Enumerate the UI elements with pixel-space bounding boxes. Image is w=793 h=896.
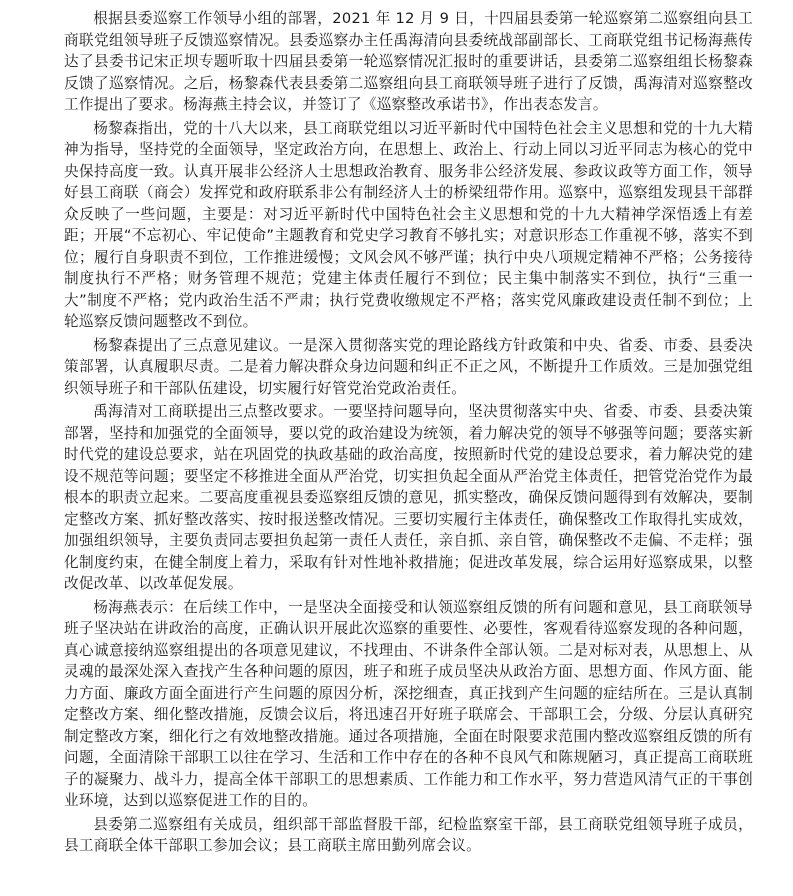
paragraph-rectification-requirements: 禹海清对工商联提出三点整改要求。一要坚持问题导向，坚决贯彻落实中央、省委、市委、县委决策部署，坚持和加强党的全面领导，要以党的政治建设为统领，着力解决党的领导不够强等问题；要落实新时代党的建设总要求，站在巩固党的执政基础的政治高度，按照新时代党的建设总要求，着力解决党的建设不规范等问题；要坚定不移推进全面从严治党，切实担负起全面从严治党主体责任，把管党治党作为最根本的职责立起来。二要高度重视县委巡察组反馈的意见，抓实整改，确保反馈问题得到有效解决，要制定整改方案、抓好整改落实、按时报送整改情况。三要切实履行主体责任，确保整改工作取得扎实成效，加强组织领导，主要负责同志要担负起第一责任人责任，亲自抓、亲自管，确保整改不走偏、不走样；强化制度约束，在健全制度上着力，采取有针对性地补救措施；促进改革发展，综合运用好巡察成果，以整改促改革、以改革促发展。 [64,403,753,592]
paragraph-meeting-overview: 根据县委巡察工作领导小组的部署，2021 年 12 月 9 日，十四届县委第一轮巡察第二巡察组向县工商联党组领导班子反馈巡察情况。县委巡察办主任禹海清向县委统战部副部长、工商联党组书记杨海燕传达了县委书记宋正坝专题听取十四届县委第一轮巡察情况汇报时的重要讲话，县委第二巡察组组长杨黎森反馈了巡察情况。之后，杨黎森代表县委第二巡察组向县工商联领导班子进行了反馈，禹海清对巡察整改工作提出了要求。杨海燕主持会议，并签订了《巡察整改承诺书》，作出表态发言。 [64,10,753,113]
paragraph-attendees: 县委第二巡察组有关成员，组织部干部监督股干部，纪检监察室干部，县工商联党组领导班子成员，县工商联全体干部职工参加会议；县工商联主席田勤列席会议。 [64,815,753,854]
paragraph-inspection-findings: 杨黎森指出，党的十八大以来，县工商联党组以习近平新时代中国特色社会主义思想和党的十九大精神为指导，坚持党的全面领导，坚定政治方向，在思想上、政治上、行动上同以习近平同志为核心的党中央保持高度一致。认真开展非公经济人士思想政治教育、服务非公经济发展、参政议政等方面工作，领导好县工商联（商会）发挥党和政府联系非公有制经济人士的桥梁纽带作用。巡察中，巡察组发现县干部群众反映了一些问题，主要是：对习近平新时代中国特色社会主义思想和党的十九大精神学深悟透上有差距；开展“不忘初心、牢记使命”主题教育和党史学习教育不够扎实；对意识形态工作重视不够，落实不到位；履行自身职责不到位，工作推进缓慢；文风会风不够严谨；执行中央八项规定精神不严格；公务接待制度执行不严格；财务管理不规范；党建主体责任履行不到位；民主集中制落实不到位，执行“三重一大”制度不严格；党内政治生活不严肃；执行党费收缴规定不严格；落实党风廉政建设责任制不到位；上轮巡察反馈问题整改不到位。 [64,119,753,330]
paragraph-response-statement: 杨海燕表示：在后续工作中，一是坚决全面接受和认领巡察组反馈的所有问题和意见，县工商联领导班子坚决站在讲政治的高度，正确认识开展此次巡察的重要性、必要性，客观看待巡察发现的各种问题，真心诚意接纳巡察组提出的各项意见建议，不找理由、不讲条件全部认领。二是对标对表，从思想上、从灵魂的最深处深入查找产生各种问题的原因，班子和班子成员坚决从政治方面、思想方面、作风方面、能力方面、廉政方面全面进行产生问题的原因分析，深挖细查，真正找到产生问题的症结所在。三是认真制定整改方案、细化整改措施，反馈会议后，将迅速召开好班子联席会、干部职工会，分级、分层认真研究制定整改方案，细化行之有效地整改措施。通过各项措施，全面在时限要求范围内整改巡察组反馈的所有问题，全面清除干部职工以往在学习、生活和工作中存在的各种不良风气和陈规陋习，真正提高工商联班子的凝聚力、战斗力，提高全体干部职工的思想素质、工作能力和工作水平，努力营造风清气正的干事创业环境，达到以巡察促进工作的目的。 [64,598,753,809]
paragraph-suggestions: 杨黎森提出了三点意见建议。一是深入贯彻落实党的理论路线方针政策和中央、省委、市委、县委决策部署，认真履职尽责。二是着力解决群众身边问题和纠正不正之风，不断提升工作质效。三是加强党组织领导班子和干部队伍建设，切实履行好管党治党政治责任。 [64,336,753,397]
